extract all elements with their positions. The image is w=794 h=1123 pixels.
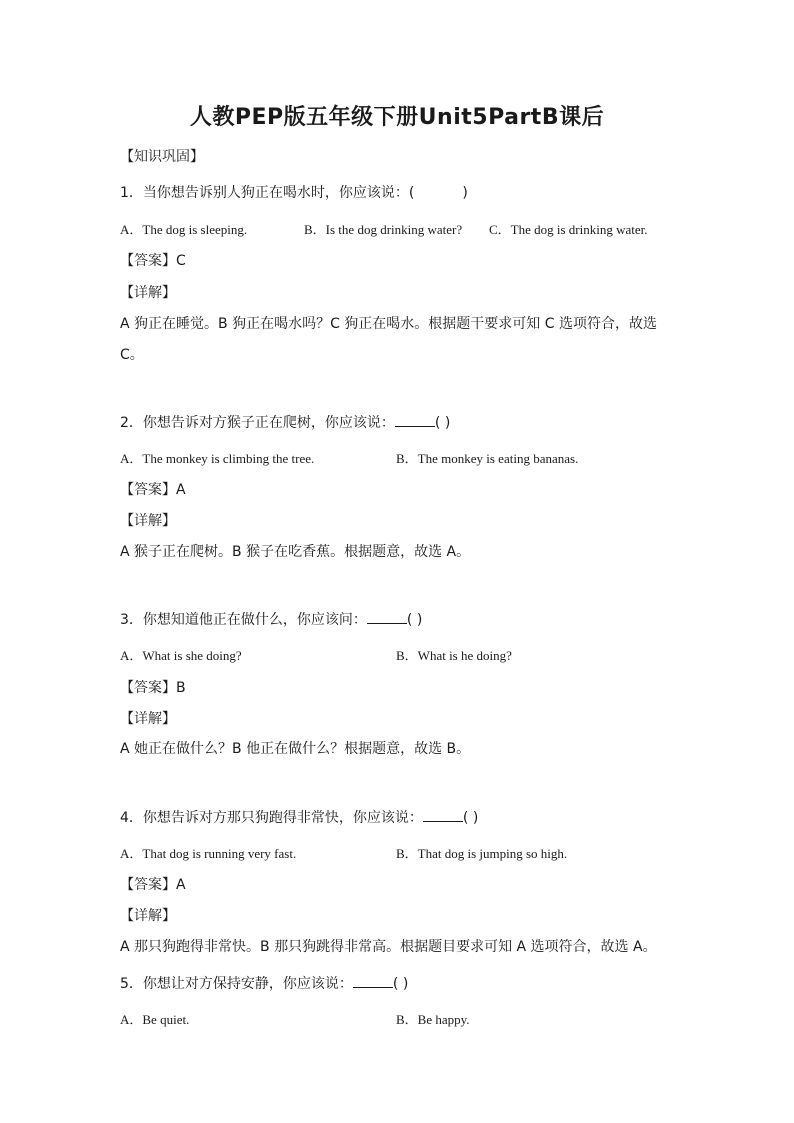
question-4-stem [120, 807, 478, 827]
question-3-detail-line-1: A 她正在做什么？B 他正在做什么？根据题意，故选 B。 [120, 741, 471, 757]
question-4-option-a: A．That dog is running very fast. [120, 846, 297, 861]
question-1-text: 当你想告诉别人狗正在喝水时，你应该说：( [142, 185, 415, 201]
question-2-number: 2． [120, 415, 143, 431]
question-1-detail-line-2: C。 [120, 347, 144, 363]
question-2-answer [120, 479, 186, 499]
section-header-knowledge: 【知识巩固】 [120, 149, 204, 165]
question-2-paren: ( ) [434, 415, 451, 431]
question-3-answer [120, 677, 186, 697]
answer-label: 【答案】 [120, 482, 176, 498]
question-1-option-b: B．Is the dog drinking water? [304, 222, 463, 237]
question-1-answer [120, 250, 186, 270]
question-5-answer-blank [353, 975, 393, 988]
question-2-answer-blank [395, 414, 435, 427]
question-4-paren: ( ) [462, 810, 479, 826]
question-3-text: 你想知道他正在做什么，你应该问： [142, 612, 367, 628]
document-title: 人教PEP版五年级下册Unit5PartB课后 [189, 105, 605, 130]
question-3-option-b: B．What is he doing? [396, 648, 512, 663]
question-5-text: 你想让对方保持安静，你应该说： [142, 976, 353, 992]
question-3-detail-label: 【详解】 [120, 711, 176, 727]
question-5-stem [120, 973, 408, 993]
question-2-stem [120, 412, 450, 432]
question-1-stem [120, 182, 468, 202]
question-5-option-a: A．Be quiet. [120, 1012, 190, 1027]
question-1-detail-label: 【详解】 [120, 285, 176, 301]
question-4-number: 4． [120, 810, 143, 826]
question-1-answer-value: C [176, 253, 186, 269]
question-3-answer-blank [367, 611, 407, 624]
question-3-stem [120, 609, 422, 629]
question-3-option-a: A．What is she doing? [120, 648, 242, 663]
question-2-detail-label: 【详解】 [120, 513, 176, 529]
answer-label: 【答案】 [120, 253, 176, 269]
question-5-paren: ( ) [392, 976, 409, 992]
question-2-option-b: B．The monkey is eating bananas. [396, 451, 579, 466]
question-3-number: 3． [120, 612, 143, 628]
question-1-number: 1． [120, 185, 143, 201]
question-1-close-paren: ) [462, 185, 468, 201]
question-2-detail-line-1: A 猴子正在爬树。B 猴子在吃香蕉。根据题意，故选 A。 [120, 544, 471, 560]
question-4-detail-label: 【详解】 [120, 908, 176, 924]
question-2-text: 你想告诉对方猴子正在爬树，你应该说： [142, 415, 395, 431]
question-2-option-a: A．The monkey is climbing the tree. [120, 451, 315, 466]
question-3-paren: ( ) [406, 612, 423, 628]
question-2-answer-value: A [176, 482, 186, 498]
question-5-option-b: B．Be happy. [396, 1012, 470, 1027]
question-1-option-c: C．The dog is drinking water. [489, 222, 648, 237]
question-1-detail-line-1: A 狗正在睡觉。B 狗正在喝水吗？C 狗正在喝水。根据题干要求可知 C 选项符合，故选 [120, 316, 657, 332]
question-3-answer-value: B [176, 680, 186, 696]
question-1-option-a: A．The dog is sleeping. [120, 222, 248, 237]
question-4-detail-line-1: A 那只狗跑得非常快。B 那只狗跳得非常高。根据题目要求可知 A 选项符合，故选 A。 [120, 939, 657, 955]
question-4-answer [120, 874, 186, 894]
answer-label: 【答案】 [120, 680, 176, 696]
question-4-option-b: B．That dog is jumping so high. [396, 846, 568, 861]
question-4-answer-value: A [176, 877, 186, 893]
question-5-number: 5． [120, 976, 143, 992]
question-4-text: 你想告诉对方那只狗跑得非常快，你应该说： [142, 810, 423, 826]
question-4-answer-blank [423, 809, 463, 822]
answer-label: 【答案】 [120, 877, 176, 893]
